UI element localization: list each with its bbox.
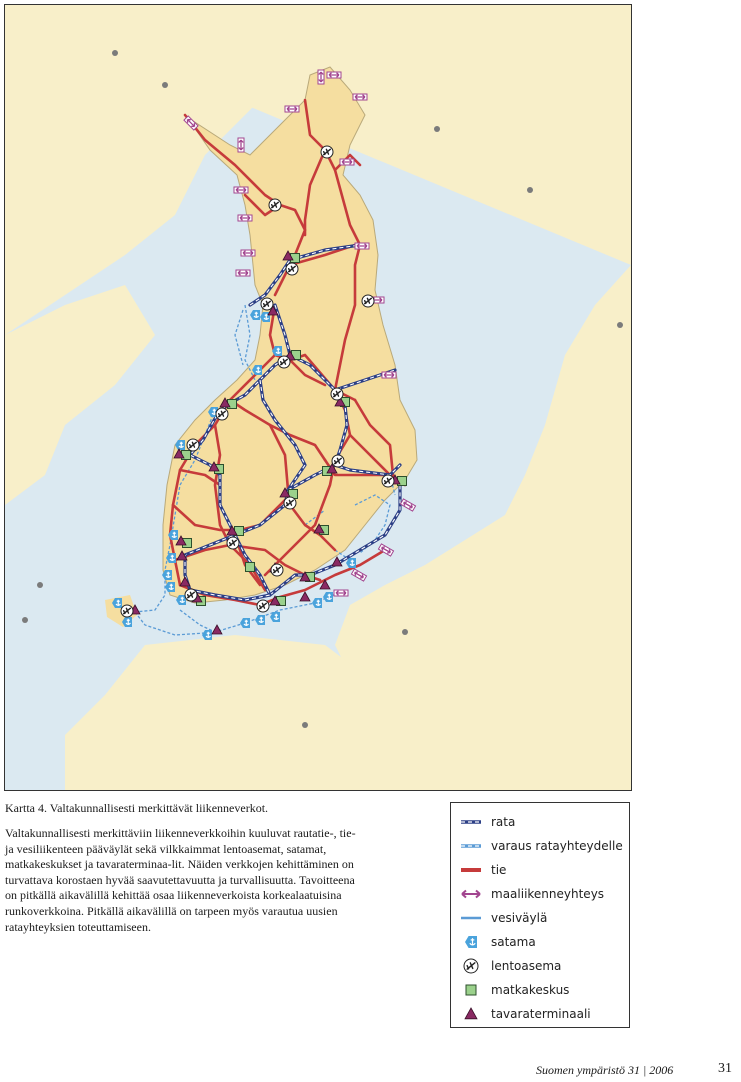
footer-publication: Suomen ympäristö 31 | 2006 (536, 1063, 674, 1077)
airport-icon (362, 295, 374, 307)
legend-label: rata (491, 815, 516, 829)
airport-icon (286, 263, 298, 275)
city-dot (112, 50, 118, 56)
city-dot (434, 126, 440, 132)
map-caption-body: Valtakunnallisesti merkittäviin liikenneverkkoihin kuuluvat rautatie-, tie- ja vesiliikenteen pääväylät sekä vilkkaimmat lentoasemat, satamat, matkakeskukset ja tavaraterminaa-lit. Näiden verkkojen kehittäminen on turvattava korostaen hyvää saavutettavuutta ja turvallisuutta. Tavoitteena on pitkällä aikavälillä kehittää osaa liikenneverkoista korkealaatuisina runkoverkkoina. Pitkällä aikavälillä on tarpeen myös varautua uusien ratayhteyksien toteuttamiseen. (5, 826, 356, 934)
land-border-crossing (318, 70, 324, 84)
city-dot (37, 582, 43, 588)
legend-item-rail-line (459, 812, 627, 832)
airport-icon (332, 455, 344, 467)
land-border-crossing (238, 215, 252, 221)
legend-label: matkakeskus (491, 983, 570, 997)
land-border-crossing (234, 187, 248, 193)
transport-network-map (5, 5, 631, 790)
city-dot (527, 187, 533, 193)
legend-item-airport-icon (459, 956, 627, 976)
travel-centre-icon (246, 563, 255, 572)
rail-line-symbol (459, 812, 483, 832)
legend-label: maaliikenneyhteys (491, 887, 605, 901)
land-border-crossing (238, 138, 244, 152)
airport-icon (269, 199, 281, 211)
legend-item-road-line (459, 860, 627, 880)
land-border-crossing (327, 72, 341, 78)
airport-icon (261, 298, 273, 310)
airport-icon (278, 356, 290, 368)
legend-item-waterway-line (459, 908, 627, 928)
travel-centre-icon (459, 980, 483, 1000)
land-border-crossing (285, 106, 299, 112)
land-border-crossing-symbol (459, 884, 483, 904)
land-border-crossing (241, 250, 255, 256)
airport-icon (185, 589, 197, 601)
airport-icon (227, 537, 239, 549)
airport-icon (121, 605, 133, 617)
city-dot (162, 82, 168, 88)
land-border-crossing (340, 159, 354, 165)
land-border-crossing (355, 243, 369, 249)
legend-label: vesiväylä (491, 911, 548, 925)
legend-label: varaus ratayhteydelle (491, 839, 623, 853)
city-dot (22, 617, 28, 623)
airport-icon (187, 439, 199, 451)
map-frame (4, 4, 632, 791)
legend (450, 802, 630, 1028)
land-border-crossing (236, 270, 250, 276)
legend-item-travel-centre-icon (459, 980, 627, 1000)
legend-label: satama (491, 935, 536, 949)
land-border-crossing (382, 372, 396, 378)
port-icon (459, 932, 483, 952)
freight-terminal-icon (459, 1004, 483, 1024)
waterway-line-symbol (459, 908, 483, 928)
airport-icon (459, 956, 483, 976)
airport-icon (284, 497, 296, 509)
city-dot (402, 629, 408, 635)
reserve-rail-line-symbol (459, 836, 483, 856)
city-dot (617, 322, 623, 328)
legend-label: lentoasema (491, 959, 562, 973)
map-caption-title: Kartta 4. Valtakunnallisesti merkittävät liikenneverkot. (5, 801, 269, 815)
road-line-symbol (459, 860, 483, 880)
legend-item-port-icon (459, 932, 627, 952)
airport-icon (321, 146, 333, 158)
land-border-crossing (334, 590, 348, 596)
airport-icon (331, 388, 343, 400)
airport-icon (257, 600, 269, 612)
legend-item-land-border-crossing (459, 884, 627, 904)
airport-icon (216, 408, 228, 420)
legend-item-freight-terminal-icon (459, 1004, 627, 1024)
legend-label: tie (491, 863, 507, 877)
legend-item-reserve-rail-line (459, 836, 627, 856)
airport-icon (271, 564, 283, 576)
legend-label: tavaraterminaali (491, 1007, 591, 1021)
airport-icon (382, 475, 394, 487)
land-border-crossing (353, 94, 367, 100)
city-dot (302, 722, 308, 728)
page-number: 31 (718, 1061, 732, 1076)
